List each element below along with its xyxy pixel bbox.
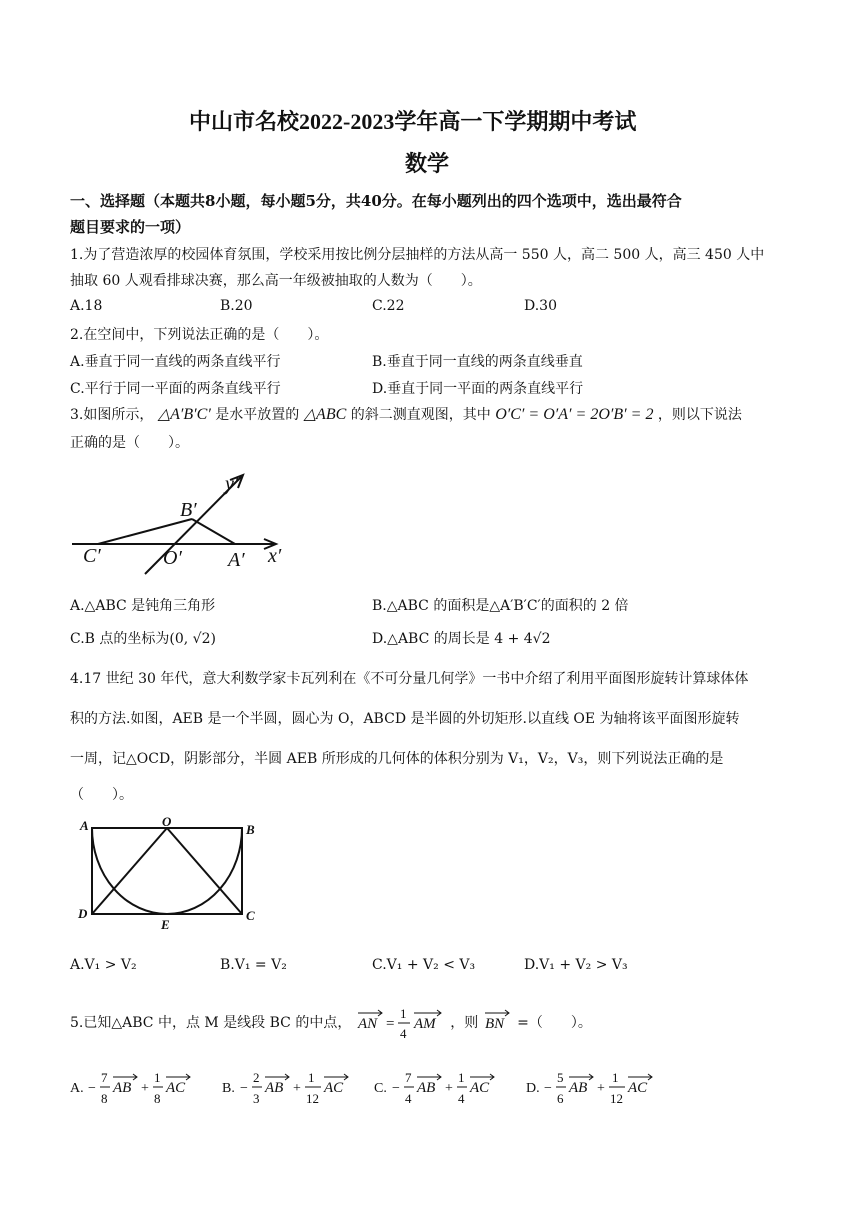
label-e: E bbox=[161, 917, 170, 932]
q5-options bbox=[66, 1066, 666, 1116]
svg-text:1: 1 bbox=[154, 1070, 161, 1085]
svg-text:AC: AC bbox=[470, 1080, 490, 1096]
q3-option-a: A.△ABC 是钝角三角形 bbox=[70, 598, 216, 614]
q5-stem bbox=[70, 1004, 592, 1044]
label-a: A bbox=[80, 818, 89, 833]
svg-text:−: − bbox=[544, 1081, 552, 1096]
svg-text:AC: AC bbox=[166, 1080, 186, 1096]
q4-stem-line2: 积的方法.如图，AEB 是一个半圆，圆心为 O，ABCD 是半圆的外切矩形.以直线 OE 为轴将该平面图形旋转 bbox=[70, 711, 740, 727]
label-c: C′ bbox=[83, 545, 101, 567]
section-heading-line1: 一、选择题（本题共8小题，每小题5分，共40分。在每小题列出的四个选项中，选出最符合 bbox=[70, 192, 682, 210]
label-b: B bbox=[246, 822, 255, 837]
svg-text:4: 4 bbox=[405, 1091, 412, 1106]
svg-text:7: 7 bbox=[405, 1070, 412, 1085]
q4-figure bbox=[74, 816, 266, 934]
q1-stem-line1: 1.为了营造浓厚的校园体育氛围，学校采用按比例分层抽样的方法从高一 550 人，高二 500 人，高三 450 人中 bbox=[70, 247, 765, 263]
q2-option-c: C.平行于同一平面的两条直线平行 bbox=[70, 381, 281, 397]
q4-stem-line3: 一周，记△OCD，阴影部分，半圆 AEB 所形成的几何体的体积分别为 V₁，V₂，V₃，则下列说法正确的是 bbox=[70, 751, 724, 767]
q1-option-b: B.20 bbox=[220, 298, 253, 314]
q1-option-a: A.18 bbox=[70, 298, 103, 314]
q3-option-d: D.△ABC 的周长是 4 + 4√2 bbox=[372, 631, 551, 647]
svg-text:4: 4 bbox=[458, 1091, 465, 1106]
label-a: A′ bbox=[228, 549, 245, 571]
svg-text:12: 12 bbox=[610, 1091, 623, 1106]
svg-text:B.: B. bbox=[222, 1081, 235, 1096]
segment-oc bbox=[167, 828, 242, 914]
segment-ba bbox=[192, 519, 235, 544]
subject-title: 数学 bbox=[405, 151, 450, 176]
svg-text:5: 5 bbox=[557, 1070, 564, 1085]
q4-option-d: D.V₁ + V₂ > V₃ bbox=[524, 957, 628, 973]
svg-text:1: 1 bbox=[308, 1070, 315, 1085]
label-o: O bbox=[162, 816, 172, 829]
label-c: C bbox=[246, 908, 255, 923]
label-b: B′ bbox=[180, 499, 197, 521]
label-o: O′ bbox=[163, 547, 182, 569]
svg-text:1: 1 bbox=[399, 1006, 407, 1021]
svg-text:AC: AC bbox=[628, 1080, 648, 1096]
svg-text:=: = bbox=[385, 1016, 395, 1032]
q4-option-b: B.V₁ = V₂ bbox=[220, 957, 287, 973]
svg-text:8: 8 bbox=[154, 1091, 161, 1106]
q2-stem: 2.在空间中，下列说法正确的是（ ）。 bbox=[70, 327, 329, 343]
svg-text:D.: D. bbox=[526, 1081, 540, 1096]
q2-option-a: A.垂直于同一直线的两条直线平行 bbox=[70, 354, 281, 370]
q3-option-b: B.△ABC 的面积是△A′B′C′的面积的 2 倍 bbox=[372, 598, 629, 614]
q3-stem-part2: 是水平放置的 bbox=[215, 407, 300, 423]
svg-text:−: − bbox=[240, 1081, 248, 1096]
svg-text:AB: AB bbox=[569, 1080, 588, 1096]
q3-stem-part1: 3.如图所示， bbox=[70, 407, 154, 423]
svg-text:BN: BN bbox=[484, 1016, 504, 1032]
q3-stem-part3: 的斜二测直观图，其中 bbox=[350, 407, 491, 423]
svg-text:AM: AM bbox=[413, 1016, 436, 1032]
q2-option-d: D.垂直于同一平面的两条直线平行 bbox=[372, 381, 584, 397]
svg-text:+: + bbox=[141, 1081, 149, 1096]
q5-vector-bn bbox=[483, 1004, 513, 1044]
svg-text:1: 1 bbox=[458, 1070, 465, 1085]
semicircle-aeb bbox=[92, 828, 242, 914]
svg-text:2: 2 bbox=[253, 1070, 260, 1085]
q4-option-a: A.V₁ > V₂ bbox=[70, 957, 137, 973]
q3-stem-part4: ，则以下说法 bbox=[657, 407, 742, 423]
svg-text:3: 3 bbox=[253, 1091, 260, 1106]
svg-text:8: 8 bbox=[101, 1091, 108, 1106]
svg-text:+: + bbox=[293, 1081, 301, 1096]
q1-stem-line2: 抽取 60 人观看排球决赛，那么高一年级被抽取的人数为（ ）。 bbox=[70, 273, 482, 289]
q3-stem-line2: 正确的是（ ）。 bbox=[70, 435, 189, 451]
svg-text:AB: AB bbox=[113, 1080, 132, 1096]
q4-stem-line4: （ ）。 bbox=[70, 787, 133, 803]
svg-text:7: 7 bbox=[101, 1070, 108, 1085]
svg-text:AN: AN bbox=[357, 1016, 377, 1032]
svg-text:+: + bbox=[445, 1081, 453, 1096]
q2-option-b: B.垂直于同一直线的两条直线垂直 bbox=[372, 354, 583, 370]
svg-text:+: + bbox=[597, 1081, 605, 1096]
rectangle-abcd bbox=[92, 828, 242, 914]
q1-option-d: D.30 bbox=[524, 298, 557, 314]
q5-stem-part2: ，则 bbox=[450, 1015, 479, 1031]
svg-text:C.: C. bbox=[374, 1081, 387, 1096]
svg-text:−: − bbox=[88, 1081, 96, 1096]
svg-text:−: − bbox=[392, 1081, 400, 1096]
q3-option-c: C.B 点的坐标为(0, √2) bbox=[70, 631, 216, 647]
svg-text:AB: AB bbox=[417, 1080, 436, 1096]
section-heading-line2: 题目要求的一项） bbox=[70, 218, 191, 236]
label-x: x′ bbox=[268, 545, 282, 567]
page-title: 中山市名校2022-2023学年高一下学期期中考试 bbox=[189, 109, 637, 134]
segment-od bbox=[92, 828, 167, 914]
q5-equation bbox=[356, 1004, 446, 1044]
q1-option-c: C.22 bbox=[372, 298, 405, 314]
q5-stem-part3: =（ ）。 bbox=[517, 1015, 592, 1031]
svg-text:6: 6 bbox=[557, 1091, 564, 1106]
q4-option-c: C.V₁ + V₂ < V₃ bbox=[372, 957, 476, 973]
q3-figure bbox=[70, 462, 300, 577]
label-y: y′ bbox=[225, 473, 239, 495]
svg-text:4: 4 bbox=[399, 1026, 407, 1041]
svg-text:A.: A. bbox=[70, 1081, 84, 1096]
svg-text:AB: AB bbox=[265, 1080, 284, 1096]
q3-triangle: △ABC bbox=[303, 406, 347, 423]
q3-triangle-prime: △A′B′C′ bbox=[157, 406, 211, 423]
label-d: D bbox=[78, 906, 88, 921]
q3-stem-line1 bbox=[70, 404, 742, 424]
q5-stem-part1: 5.已知△ABC 中，点 M 是线段 BC 的中点， bbox=[70, 1015, 352, 1031]
svg-text:1: 1 bbox=[612, 1070, 619, 1085]
q3-equation: O′C′ = O′A′ = 2O′B′ = 2 bbox=[495, 406, 654, 423]
svg-text:12: 12 bbox=[306, 1091, 319, 1106]
q4-stem-line1: 4.17 世纪 30 年代，意大利数学家卡瓦列利在《不可分量几何学》一书中介绍了利用平面图形旋转计算球体体 bbox=[70, 671, 749, 687]
svg-text:AC: AC bbox=[324, 1080, 344, 1096]
